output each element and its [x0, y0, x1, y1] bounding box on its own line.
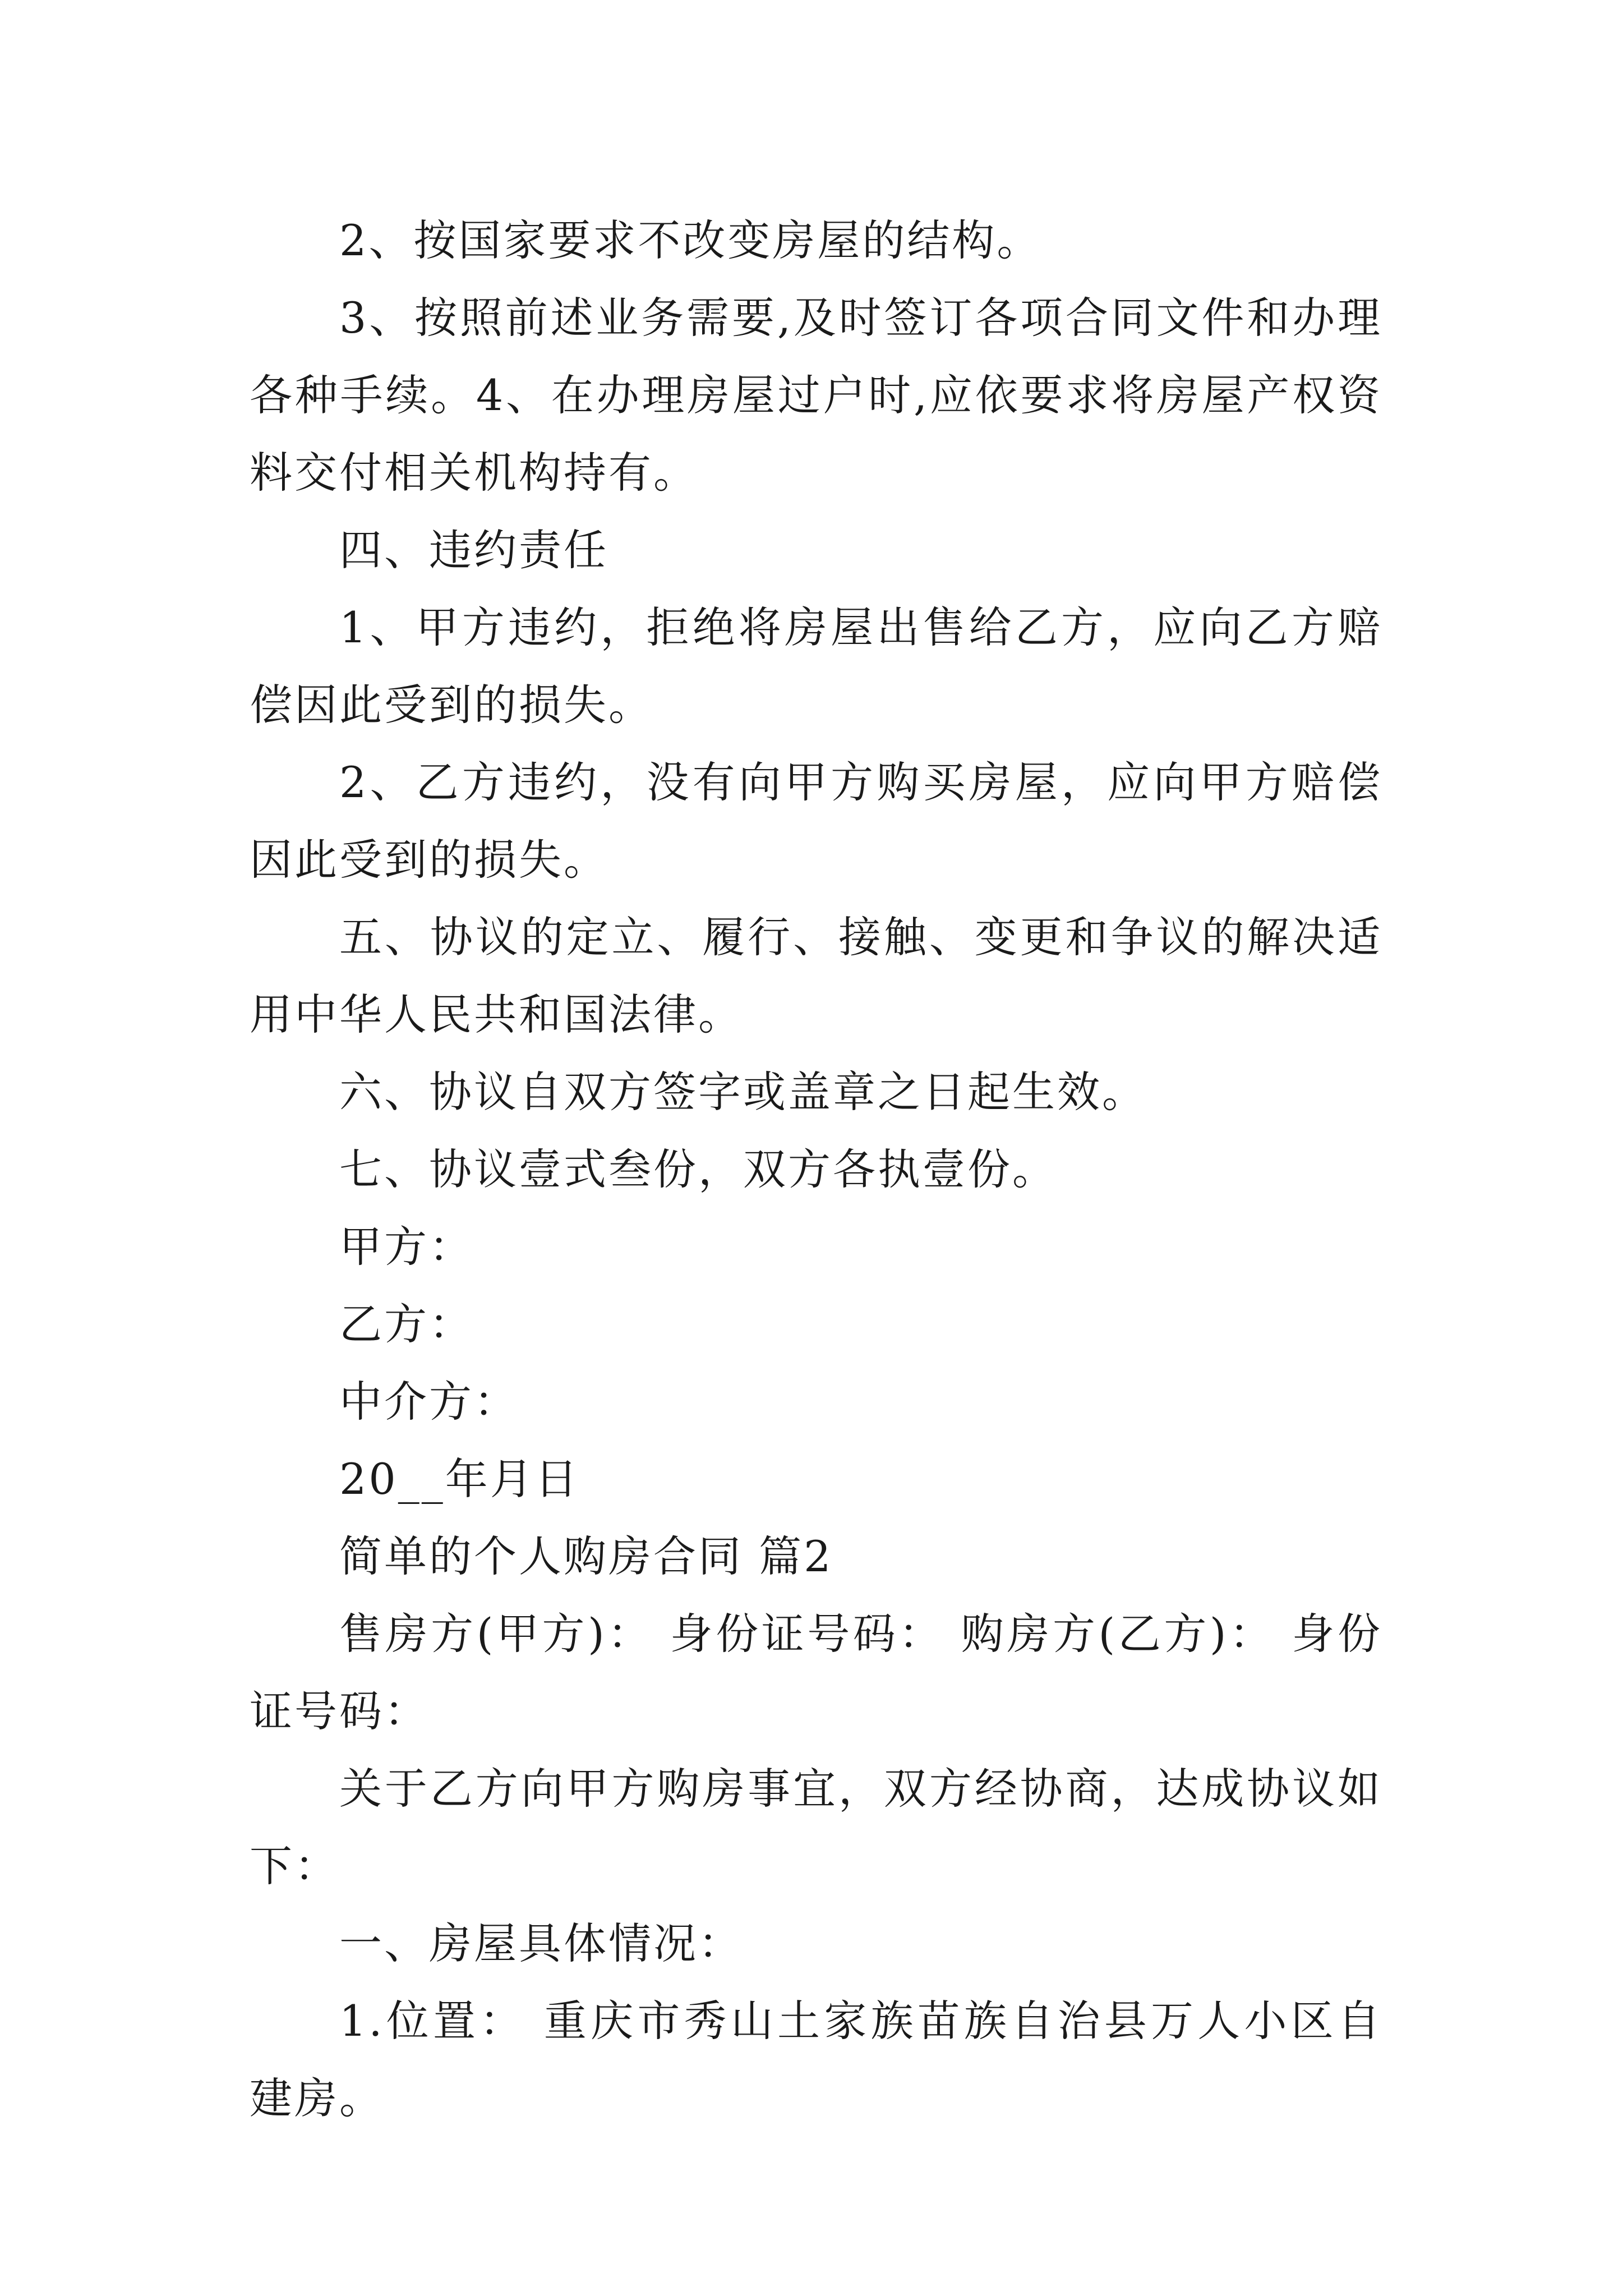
section-heading-breach: 四、违约责任 — [339, 525, 608, 575]
paragraph-clause-2: 2、按国家要求不改变房屋的结构。 — [339, 215, 1042, 265]
signature-date: 20__年月日 — [339, 1454, 580, 1504]
paragraph-governing-law: 五、协议的定立、履行、接触、变更和争议的解决适用中华人民共和国法律。 — [250, 912, 1382, 1039]
paragraph-clause-3-4: 3、按照前述业务需要,及时签订各项合同文件和办理各种手续。4、在办理房屋过户时,应依要求将房屋产权资料交付相关机构持有。 — [250, 293, 1382, 498]
signature-party-a: 甲方： — [339, 1222, 474, 1272]
document-body — [250, 202, 1382, 2137]
paragraph-parties: 售房方(甲方)： 身份证号码： 购房方(乙方)： 身份证号码： — [250, 1609, 1382, 1736]
paragraph-breach-party-a: 1、甲方违约，拒绝将房屋出售给乙方，应向乙方赔偿因此受到的损失。 — [250, 602, 1382, 730]
signature-agent: 中介方： — [339, 1377, 519, 1427]
paragraph-breach-party-b: 2、乙方违约，没有向甲方购买房屋，应向甲方赔偿因此受到的损失。 — [250, 757, 1382, 885]
signature-party-b: 乙方： — [339, 1299, 474, 1349]
section-heading-property: 一、房屋具体情况： — [339, 1918, 743, 1968]
paragraph-location: 1.位置： 重庆市秀山土家族苗族自治县万人小区自建房。 — [250, 1996, 1382, 2123]
paragraph-agreement-intro: 关于乙方向甲方购房事宜，双方经协商，达成协议如下： — [250, 1764, 1382, 1891]
paragraph-effective: 六、协议自双方签字或盖章之日起生效。 — [339, 1067, 1147, 1117]
paragraph-copies: 七、协议壹式叁份，双方各执壹份。 — [339, 1144, 1057, 1194]
contract-title-2: 简单的个人购房合同 篇2 — [339, 1531, 833, 1581]
